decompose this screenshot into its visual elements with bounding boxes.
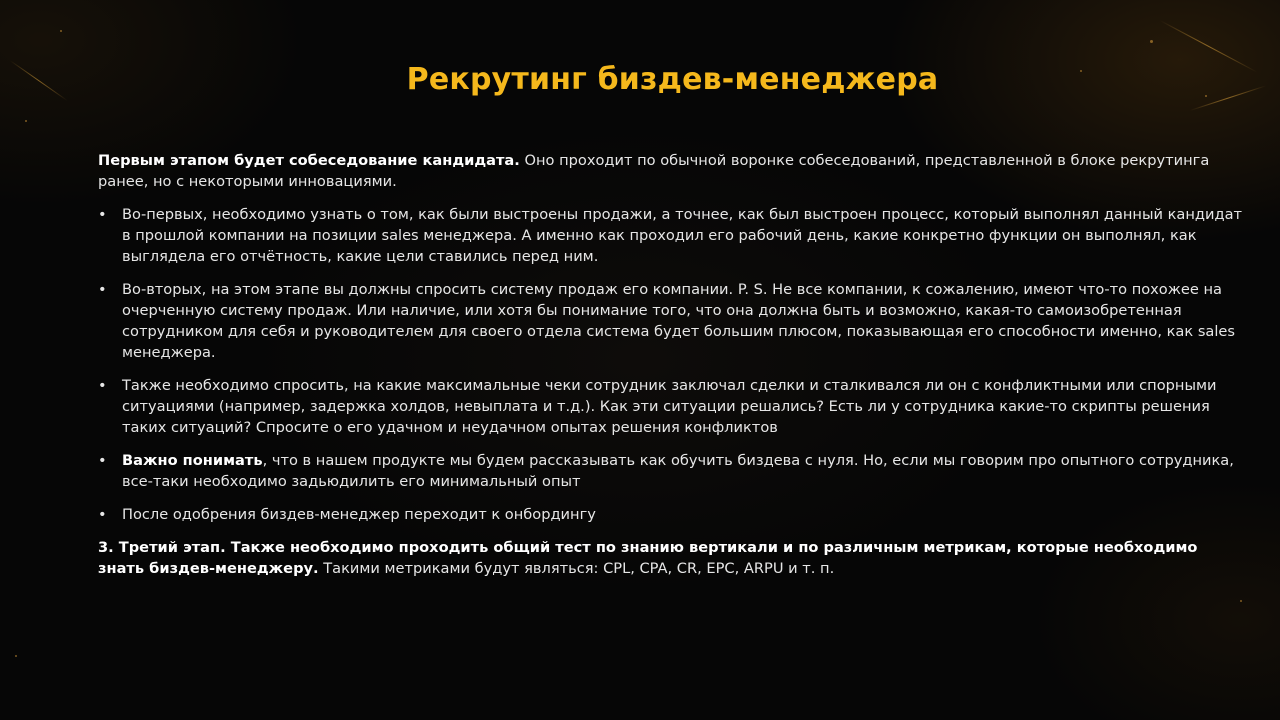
intro-paragraph bbox=[98, 150, 1246, 192]
list-item bbox=[98, 204, 1246, 267]
bullet-icon: • bbox=[98, 452, 107, 469]
intro-text: Оно проходит по обычной воронке собеседований, представленной в блоке рекрутинга ранее, но с некоторыми инновациями. bbox=[98, 152, 1210, 190]
background-sparkle bbox=[1240, 600, 1242, 602]
final-paragraph bbox=[98, 537, 1246, 579]
list-item bbox=[98, 375, 1246, 438]
bullet-icon: • bbox=[98, 206, 107, 223]
list-item bbox=[98, 504, 1246, 525]
bullet-text: После одобрения биздев-менеджер переходит к онбордингу bbox=[122, 506, 596, 523]
intro-bold-text: Первым этапом будет собеседование кандидата. bbox=[98, 152, 520, 169]
background-sparkle bbox=[25, 120, 27, 122]
final-bold-text: 3. Третий этап. Также необходимо проходить общий тест по знанию вертикали и по различным метрикам, которые необходимо знать биздев-менеджеру. bbox=[98, 539, 1198, 577]
bullet-text: , что в нашем продукте мы будем рассказывать как обучить биздева с нуля. Но, если мы говорим про опытного сотрудника, все-таки необходимо задьюдилить его минимальный опыт bbox=[122, 452, 1234, 490]
slide-title: Рекрутинг биздев-менеджера bbox=[406, 62, 939, 97]
bullet-icon: • bbox=[98, 506, 107, 523]
list-item bbox=[98, 279, 1246, 363]
bullet-text: Во-первых, необходимо узнать о том, как были выстроены продажи, а точнее, как был выстроен процесс, который выполнял данный кандидат в прошлой компании на позиции sales менеджера. А именно как проходил его рабочий день, какие конкретно функции он выполнял, как выглядела его отчётность, какие цели ставились перед ним. bbox=[122, 206, 1243, 265]
final-text: Такими метриками будут являться: CPL, CPA, CR, EPC, ARPU и т. п. bbox=[318, 560, 835, 577]
slide-body bbox=[98, 150, 1246, 591]
background-sparkle bbox=[15, 655, 17, 657]
bullet-text: Во-вторых, на этом этапе вы должны спросить систему продаж его компании. P. S. Не все компании, к сожалению, имеют что-то похожее на очерченную систему продаж. Или наличие, или хотя бы понимание того, что она должна быть и возможно, какая-то самоизобретенная сотрудником для себя и руководителем для своего отдела система будет большим плюсом, показывающая его способности именно, как sales менеджера. bbox=[122, 281, 1236, 361]
background-sparkle bbox=[1150, 40, 1153, 43]
bullet-text: Также необходимо спросить, на какие максимальные чеки сотрудник заключал сделки и сталкивался ли он с конфликтными или спорными ситуациями (например, задержка холдов, невыплата и т.д.). Как эти ситуации решались? Есть ли у сотрудника какие-то скрипты решения таких ситуаций? Спросите о его удачном и неудачном опытах решения конфликтов bbox=[122, 377, 1217, 436]
bullet-icon: • bbox=[98, 281, 107, 298]
bullet-list bbox=[98, 204, 1246, 525]
list-item bbox=[98, 450, 1246, 492]
bullet-bold-text: Важно понимать bbox=[122, 452, 263, 469]
background-sparkle bbox=[60, 30, 62, 32]
bullet-icon: • bbox=[98, 377, 107, 394]
